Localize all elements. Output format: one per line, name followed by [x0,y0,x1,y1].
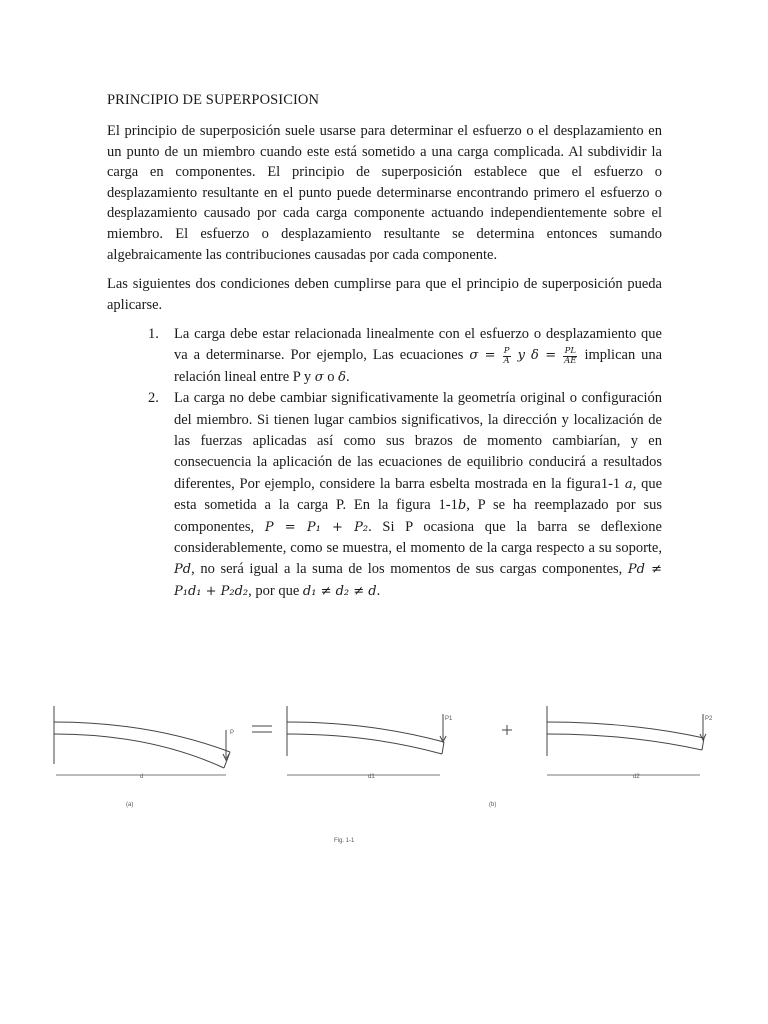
fraction-denominator: A [503,355,510,366]
list-item-text: , por que [248,582,300,599]
list-item-text: o [327,368,335,385]
beam-diagram [40,692,730,852]
beam-end-b1 [442,742,444,754]
list-item-text: , P se ha reemplazado por sus componentes, [174,497,662,535]
paragraph-intro: El principio de superposición suele usarse para determinar el esfuerzo o el desplazamiento en un punto de un miembro cuando este está sometido a una carga complicada. Al subdividir la carga en componentes. El principio de superposición establece que el esfuerzo o desplazamiento resultante en el punto puede determinarse encontrando primero el esfuerzo o desplazamiento causado por cada carga componente actuando independientemente sobre el miembro. El esfuerzo o desplazamiento resultante se determina entonces sumando algebraicamente las contribuciones causadas por cada componente. [107,123,662,263]
figure-superposition [40,692,730,852]
label-p1: P1 [445,716,453,722]
symbol-pd: Pd [174,562,192,578]
list-item-text: . [376,582,381,599]
page-title: PRINCIPIO DE SUPERPOSICION [107,92,320,108]
equation-stress-lhs: σ = [469,348,496,364]
beam-bottom-a [54,734,224,768]
fraction-numerator: P [503,345,510,356]
symbol-sigma: σ [314,369,324,385]
label-d2: d2 [633,774,640,780]
symbol-delta: δ [338,369,346,385]
list-item-number: 2. [148,390,159,407]
list-item [148,388,662,602]
list-item-text: . [345,368,350,385]
label-d1: d1 [368,774,375,780]
beam-top-b2 [547,722,704,738]
list-item-number: 1. [148,326,159,342]
fraction-denominator: AE [564,355,577,366]
equation-load-sum: P = P₁ + P₂ [264,519,369,535]
list-item-text: . Si P ocasiona que la barra se deflexione considerablemente, como se muestra, el momento de la carga respecto a su soporte, [174,518,662,557]
fraction-p-over-a [503,347,511,366]
symbol-a: a [624,476,633,492]
equation-displacement-lhs: δ = [530,348,557,364]
beam-bottom-b1 [287,734,442,754]
label-a: (a) [126,802,134,808]
list-item-text: La carga debe estar relacionada linealmente con el esfuerzo o desplazamiento que va a determinarse. Por ejemplo, Las ecuaciones [174,326,662,364]
label-p2: P2 [705,716,713,722]
list-item-text: , no será igual a la suma de los momentos de sus cargas componentes, [191,561,623,578]
symbol-b: b [457,498,467,514]
figure-caption: Fig. 1-1 [334,838,355,844]
fraction-pl-over-ae [563,347,577,366]
beam-top-a [54,722,230,752]
equation-moment-inequality: Pd ≠ P₁d₁ + P₂d₂ [174,562,662,599]
label-p: P [230,730,235,736]
fraction-numerator: PL [564,345,576,356]
beam-bottom-b2 [547,734,702,750]
paragraph-conditions: Las siguientes dos condiciones deben cumplirse para que el principio de superposición pueda aplicarse. [107,276,662,313]
list-item [148,324,662,388]
label-d: d [140,774,144,780]
list-item-text: La carga no debe cambiar significativamente la geometría original o configuración del miembro. Si tienen lugar cambios significativos, la dirección y localización de las fuerzas aplicadas así como sus brazos de momento cambiarían, y en consecuencia la aplicación de las ecuaciones de equilibrio conducirá a resultados diferentes, Por ejemplo, considere la barra esbelta mostrada en la figura1-1 [174,390,662,492]
conditions-list [148,324,662,602]
label-b: (b) [489,802,497,808]
list-item-text: , que esta sometida a la carga P. En la figura 1-1 [174,475,663,514]
conjunction: y [517,348,526,364]
list-item-text: implican una relación lineal entre P y [174,347,663,385]
equation-distance-inequality: d₁ ≠ d₂ ≠ d [302,583,377,599]
